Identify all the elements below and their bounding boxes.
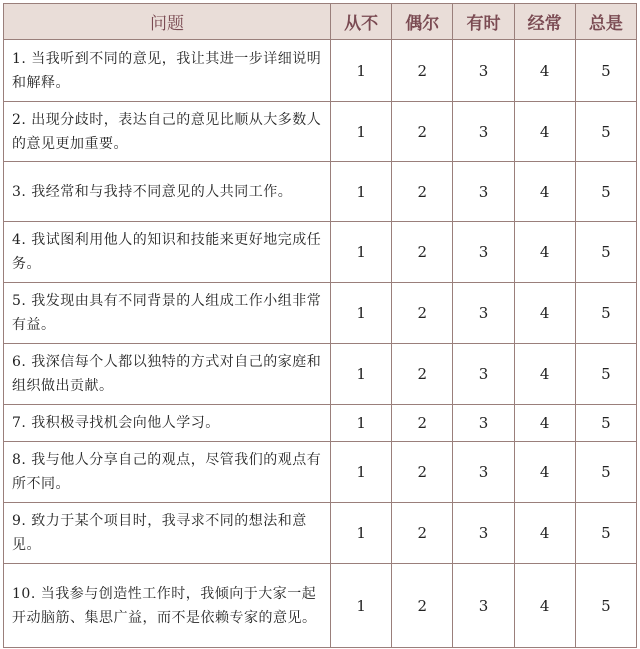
score-option[interactable]: 5 (575, 283, 636, 344)
score-option[interactable]: 4 (514, 222, 575, 283)
score-option[interactable]: 5 (575, 442, 636, 503)
score-option[interactable]: 5 (575, 405, 636, 442)
score-option[interactable]: 1 (331, 40, 392, 102)
score-option[interactable]: 2 (392, 564, 453, 648)
score-option[interactable]: 3 (453, 442, 514, 503)
table-body (4, 40, 637, 648)
score-option[interactable]: 5 (575, 40, 636, 102)
score-option[interactable]: 3 (453, 405, 514, 442)
score-option[interactable]: 2 (392, 344, 453, 405)
score-option[interactable]: 3 (453, 40, 514, 102)
question-text: 9. 致力于某个项目时，我寻求不同的想法和意见。 (4, 503, 331, 564)
score-option[interactable]: 2 (392, 102, 453, 162)
table-row (4, 344, 637, 405)
table-row (4, 162, 637, 222)
score-option[interactable]: 3 (453, 283, 514, 344)
score-option[interactable]: 5 (575, 503, 636, 564)
question-text: 4. 我试图利用他人的知识和技能来更好地完成任务。 (4, 222, 331, 283)
score-option[interactable]: 1 (331, 344, 392, 405)
option-header-often: 经常 (514, 4, 575, 40)
score-option[interactable]: 5 (575, 102, 636, 162)
table-row (4, 442, 637, 503)
question-text: 7. 我积极寻找机会向他人学习。 (4, 405, 331, 442)
table-row (4, 503, 637, 564)
score-option[interactable]: 2 (392, 40, 453, 102)
score-option[interactable]: 4 (514, 564, 575, 648)
score-option[interactable]: 4 (514, 102, 575, 162)
score-option[interactable]: 3 (453, 102, 514, 162)
table-row (4, 283, 637, 344)
question-text: 5. 我发现由具有不同背景的人组成工作小组非常有益。 (4, 283, 331, 344)
score-option[interactable]: 4 (514, 344, 575, 405)
option-header-sometimes: 有时 (453, 4, 514, 40)
score-option[interactable]: 3 (453, 564, 514, 648)
score-option[interactable]: 1 (331, 503, 392, 564)
question-text: 10. 当我参与创造性工作时，我倾向于大家一起开动脑筋、集思广益，而不是依赖专家的意见。 (4, 564, 331, 648)
score-option[interactable]: 1 (331, 162, 392, 222)
question-text: 2. 出现分歧时，表达自己的意见比顺从大多数人的意见更加重要。 (4, 102, 331, 162)
score-option[interactable]: 1 (331, 102, 392, 162)
table-row (4, 40, 637, 102)
score-option[interactable]: 5 (575, 564, 636, 648)
score-option[interactable]: 4 (514, 503, 575, 564)
score-option[interactable]: 2 (392, 442, 453, 503)
score-option[interactable]: 2 (392, 405, 453, 442)
option-header-always: 总是 (575, 4, 636, 40)
score-option[interactable]: 2 (392, 503, 453, 564)
score-option[interactable]: 5 (575, 162, 636, 222)
score-option[interactable]: 1 (331, 442, 392, 503)
score-option[interactable]: 1 (331, 283, 392, 344)
score-option[interactable]: 1 (331, 405, 392, 442)
score-option[interactable]: 2 (392, 162, 453, 222)
score-option[interactable]: 1 (331, 222, 392, 283)
option-header-rarely: 偶尔 (392, 4, 453, 40)
score-option[interactable]: 4 (514, 442, 575, 503)
score-option[interactable]: 4 (514, 283, 575, 344)
score-option[interactable]: 4 (514, 162, 575, 222)
table-row (4, 405, 637, 442)
header-row (4, 4, 637, 40)
table-header (4, 4, 637, 40)
question-text: 8. 我与他人分享自己的观点，尽管我们的观点有所不同。 (4, 442, 331, 503)
question-text: 1. 当我听到不同的意见，我让其进一步详细说明和解释。 (4, 40, 331, 102)
option-header-never: 从不 (331, 4, 392, 40)
score-option[interactable]: 3 (453, 344, 514, 405)
score-option[interactable]: 3 (453, 222, 514, 283)
score-option[interactable]: 1 (331, 564, 392, 648)
score-option[interactable]: 3 (453, 503, 514, 564)
score-option[interactable]: 5 (575, 344, 636, 405)
question-text: 3. 我经常和与我持不同意见的人共同工作。 (4, 162, 331, 222)
score-option[interactable]: 4 (514, 405, 575, 442)
survey-table (3, 3, 637, 648)
question-column-header: 问题 (4, 4, 331, 40)
score-option[interactable]: 4 (514, 40, 575, 102)
table-row (4, 102, 637, 162)
score-option[interactable]: 2 (392, 283, 453, 344)
table-row (4, 564, 637, 648)
score-option[interactable]: 3 (453, 162, 514, 222)
score-option[interactable]: 2 (392, 222, 453, 283)
question-text: 6. 我深信每个人都以独特的方式对自己的家庭和组织做出贡献。 (4, 344, 331, 405)
score-option[interactable]: 5 (575, 222, 636, 283)
table-row (4, 222, 637, 283)
